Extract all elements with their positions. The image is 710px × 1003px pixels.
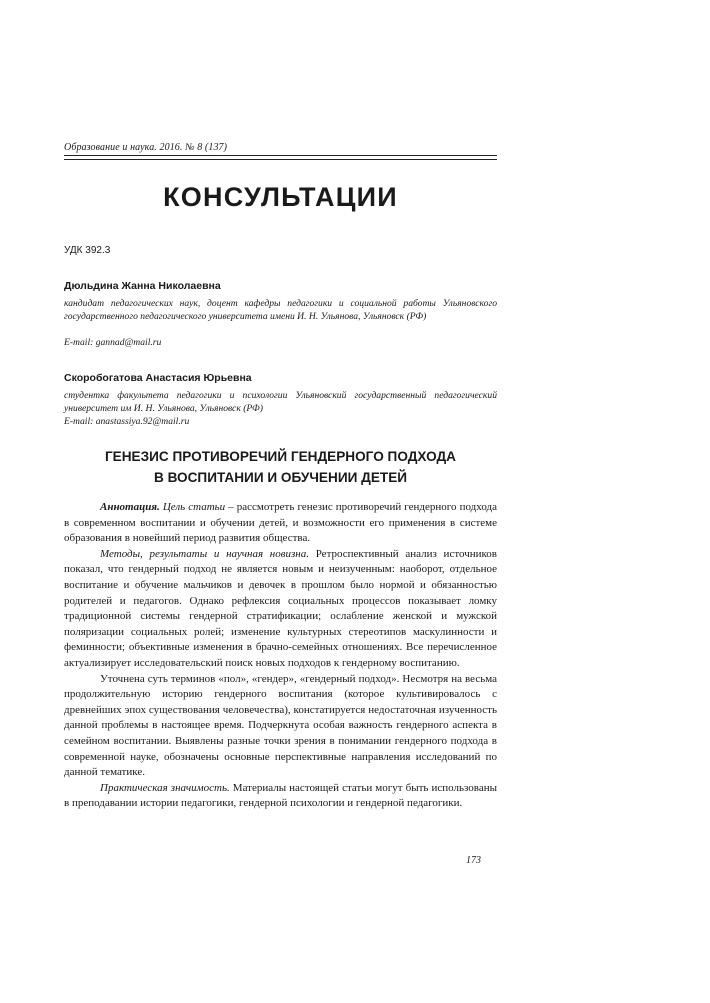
article-title-line-2: В ВОСПИТАНИИ И ОБУЧЕНИИ ДЕТЕЙ — [153, 470, 408, 485]
udk-code: УДК 392.3 — [64, 245, 111, 256]
header-rule-top — [64, 155, 497, 156]
author-affiliation-2: студентка факультета педагогики и психологии Ульяновский государственный педагогический университет им И. Н. Ульянова, Ульяновск (РФ) — [64, 390, 497, 414]
author-name-1: Дюльдина Жанна Николаевна — [64, 280, 221, 292]
abstract-goal-text: – рассмотреть генезис противоречий гендерного подхода в современном воспитании и обучении детей, и возможности его применения в системе образования в новейший период развития общества. — [64, 501, 498, 545]
abstract-paragraph-2 — [64, 547, 497, 672]
methods-label: Методы, результаты и научная новизна. — [100, 547, 310, 560]
author-email-2: E-mail: anastassiya.92@mail.ru — [64, 416, 190, 427]
author-affiliation-1: кандидат педагогических наук, доцент кафедры педагогики и социальной работы Ульяновского государственного педагогического университета имени И. Н. Ульянова, Ульяновск (РФ) — [64, 298, 497, 322]
abstract-goal-label: Цель статьи — [162, 501, 226, 513]
practical-label: Практическая значимость. — [100, 781, 230, 794]
author-email-1: E-mail: gannad@mail.ru — [64, 337, 162, 348]
abstract-paragraph-1 — [64, 500, 497, 547]
article-title-line-1: ГЕНЕЗИС ПРОТИВОРЕЧИЙ ГЕНДЕРНОГО ПОДХОДА — [104, 449, 457, 464]
header-rule-bottom — [64, 159, 497, 160]
abstract-body — [64, 500, 497, 812]
author-name-2: Скоробогатова Анастасия Юрьевна — [64, 372, 252, 384]
methods-text: Ретроспективный анализ источников показал, что гендерный подход не является новым и неизученным: наоборот, отдельное воспитание и обучение мальчиков и девочек в прошлом было нормой и обязанностью родителей и педагогов. Однако рефлексия социальных процессов показывает ломку традиционной системы гендерной стратификации; ослабление женской и мужской поляризации социальных ролей; изменение культурных стереотипов маскулинности и феминности; объективные изменения в брачно-семейных отношениях. Все перечисленное актуализирует исследовательский поиск новых подходов к гендерному воспитанию. — [64, 547, 497, 669]
section-heading: КОНСУЛЬТАЦИИ — [163, 182, 398, 212]
page-number: 173 — [466, 855, 481, 866]
abstract-label: Аннотация. — [100, 501, 160, 513]
practical-text: Материалы настоящей статьи могут быть использованы в преподавании истории педагогики, гендерной психологии и гендерной педагогики. — [64, 781, 497, 810]
abstract-paragraph-3: Уточнена суть терминов «пол», «гендер», «гендерный подход». Несмотря на весьма продолжительную историю гендерного воспитания (которое культивировалось с древнейших эпох существования человечества), констатируется недостаточная изученность данной проблемы в настоящее время. Подчеркнута особая важность гендерного аспекта в семейном воспитании. Выявлены разные точки зрения в понимании гендерного подхода в современной науке, обозначены основные перспективные направления исследований по данной тематике. — [64, 672, 497, 779]
journal-citation: Образование и наука. 2016. № 8 (137) — [64, 142, 228, 153]
abstract-paragraph-4 — [64, 781, 497, 812]
article-title — [64, 446, 497, 488]
